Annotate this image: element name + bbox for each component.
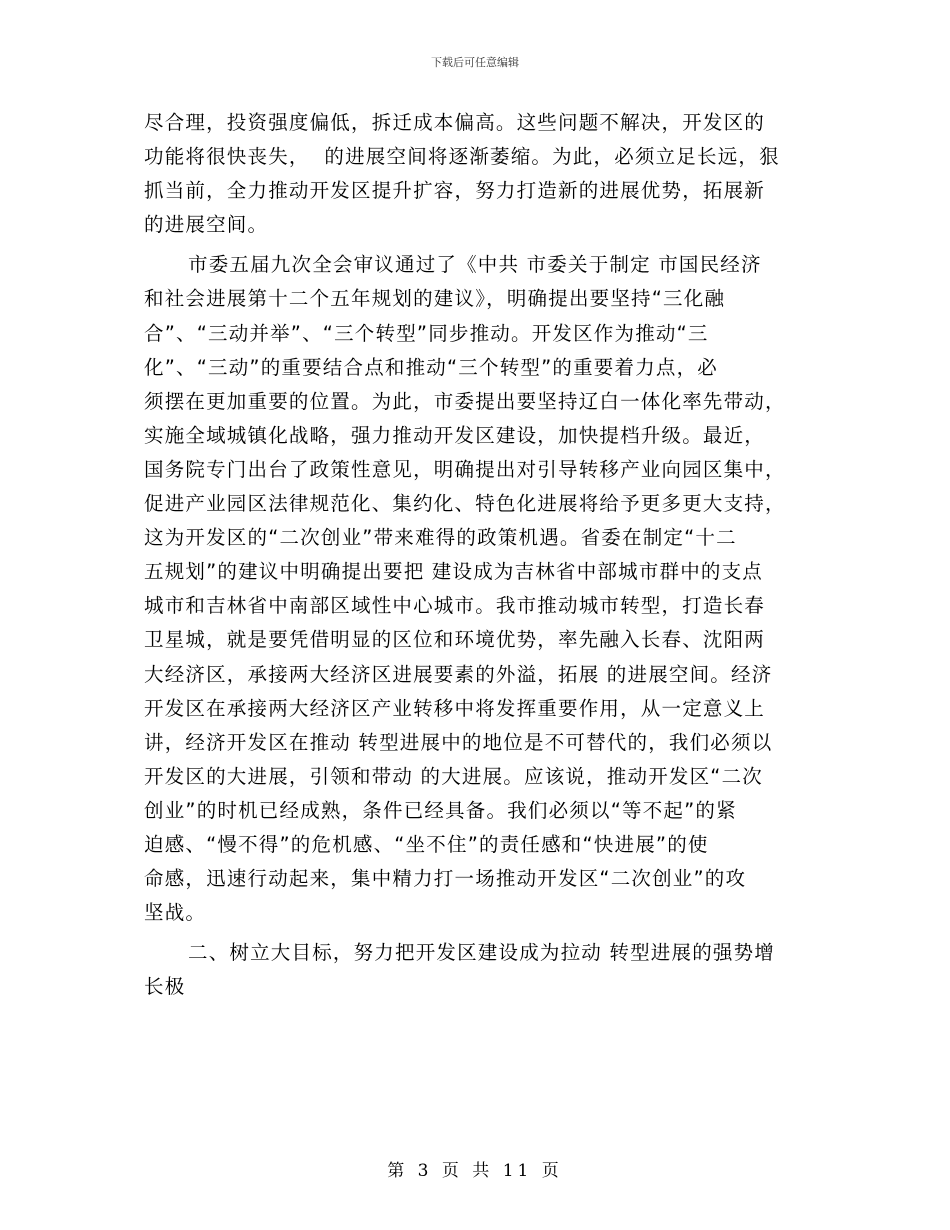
text-line: 合”、“三动并举”、“三个转型”同步推动。开发区作为推动“三 [144, 321, 709, 345]
page-number: 第 3 页 共 11 页 [387, 1161, 563, 1181]
section-heading [144, 936, 806, 1004]
text-line: 创业”的时机已经成熟，条件已经具备。我们必须以“等不起”的紧 [144, 798, 737, 822]
text-line: 迫感、“慢不得”的危机感、“坐不住”的责任感和“快进展”的使 [144, 832, 709, 856]
text-line: 国务院专门出台了政策性意见，明确提出对引导转移产业向园区集中， [144, 457, 786, 481]
text-line: 化”、“三动”的重要结合点和推动“三个转型”的重要着力点，必 [144, 355, 719, 379]
text-line: 和社会进展第十二个五年规划的建议》，明确提出要坚持“三化融 [144, 287, 726, 311]
text-line: 这为开发区的“二次创业”带来难得的政策机遇。省委在制定“十二 [144, 526, 737, 550]
text-line: 卫星城，就是要凭借明显的区位和环境优势，率先融入长春、沈阳两 [144, 628, 766, 652]
text-line: 市委五届九次全会审议通过了《中共 市委关于制定 市国民经济 [188, 253, 762, 277]
text-line: 五规划”的建议中明确提出要把 建设成为吉林省中部城市群中的支点 [144, 560, 764, 584]
text-line: 促进产业园区法律规范化、集约化、特色化进展将给予更多更大支持， [144, 492, 786, 516]
text-line: 开发区的大进展，引领和带动 的大进展。应该说，推动开发区“二次 [144, 764, 764, 788]
paragraph [144, 106, 806, 242]
paragraph [144, 248, 806, 930]
text-line: 坚战。 [144, 901, 207, 925]
text-line: 功能将很快丧失， 的进展空间将逐渐萎缩。为此，必须立足长远，狠 [144, 145, 780, 169]
text-line: 讲，经济开发区在推动 转型进展中的地位是不可替代的，我们必须以 [144, 730, 773, 754]
text-line: 命感，迅速行动起来，集中精力打一场推动开发区“二次创业”的攻 [144, 867, 747, 891]
text-line: 大经济区，承接两大经济区进展要素的外溢，拓展 的进展空间。经济 [144, 662, 773, 686]
text-line: 尽合理，投资强度偏低，拆迁成本偏高。这些问题不解决，开发区的 [144, 111, 766, 134]
text-line: 长极 [144, 975, 186, 999]
text-line: 城市和吉林省中南部区域性中心城市。我市推动城市转型，打造长春 [144, 594, 766, 618]
text-line: 须摆在更加重要的位置。为此，市委提出要坚持辽白一体化率先带动， [144, 389, 786, 413]
text-line: 二、树立大目标，努力把开发区建设成为拉动 转型进展的强势增 [188, 941, 775, 965]
text-line: 开发区在承接两大经济区产业转移中将发挥重要作用，从一定意义上 [144, 696, 766, 720]
document-body [144, 106, 806, 1004]
page-header: 下载后可任意编辑 [431, 56, 519, 69]
text-line: 抓当前，全力推动开发区提升扩容，努力打造新的进展优势，拓展新 [144, 179, 766, 203]
text-line: 实施全域城镇化战略，强力推动开发区建设，加快提档升级。最近， [144, 423, 766, 447]
text-line: 的进展空间。 [144, 213, 269, 237]
